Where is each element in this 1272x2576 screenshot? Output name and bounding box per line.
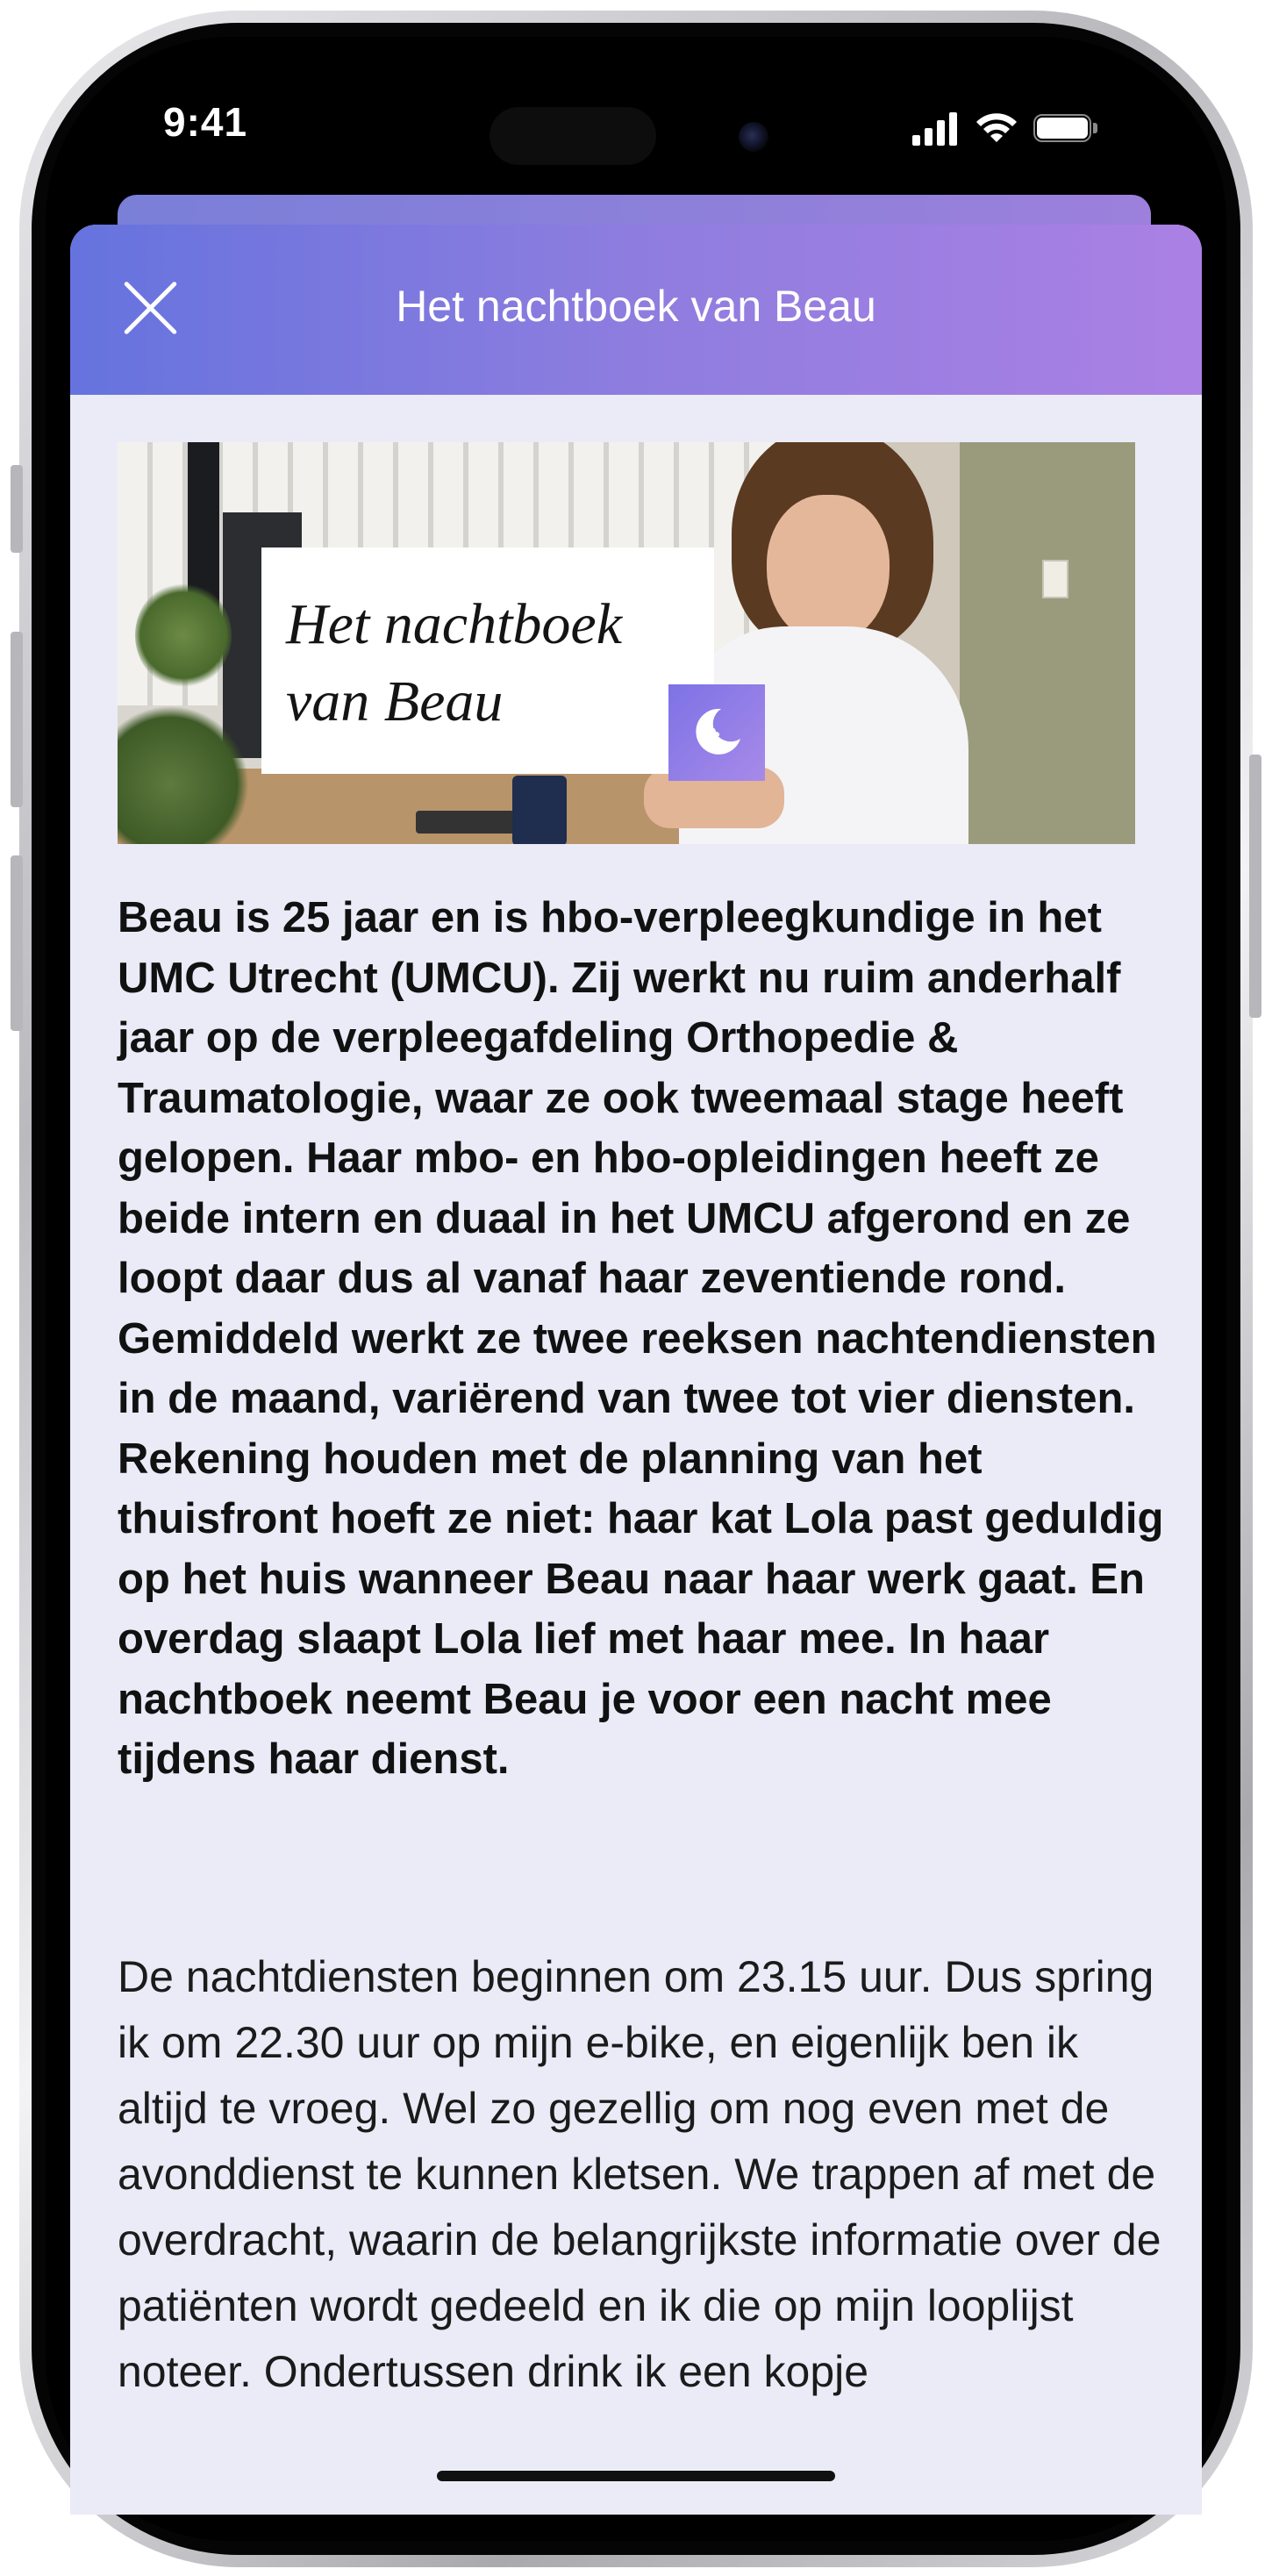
modal-sheet	[70, 225, 1202, 2515]
moon-badge	[668, 684, 765, 781]
camera-icon	[739, 122, 768, 152]
home-indicator[interactable]	[437, 2471, 835, 2481]
sheet-header	[70, 225, 1202, 395]
status-time: 9:41	[163, 99, 248, 145]
power-button	[1249, 755, 1261, 1018]
wifi-icon	[974, 111, 1019, 146]
sheet-title: Het nachtboek van Beau	[396, 282, 876, 331]
hero-card-title: Het nachtboek van Beau	[286, 592, 623, 733]
moon-icon	[690, 704, 746, 760]
article-body: De nachtdiensten beginnen om 23.15 uur. Dus spring ik om 22.30 uur op mijn e-bike, en eigenlijk ben ik altijd te vroeg. Wel zo gezellig om nog even met de avonddienst te kunnen kletsen. We trappen af met de overdracht, waarin de belangrijkste informatie over de patiënten wordt gedeeld en ik die op mijn looplijst noteer. Ondertussen drink ik een kopje	[118, 1952, 1161, 2396]
volume-up-button	[11, 632, 23, 807]
action-button	[11, 465, 23, 553]
article-intro: Beau is 25 jaar en is hbo-verpleegkundige in het UMC Utrecht (UMCU). Zij werkt nu ruim anderhalf jaar op de verpleegafdeling Orthopedie & Traumatologie, waar ze ook tweemaal stage heeft gelopen. Haar mbo- en hbo-opleidingen heeft ze beide intern en duaal in het UMCU afgerond en ze loopt daar dus al vanaf haar zeventiende rond. Gemiddeld werkt ze twee reeksen nachtendiensten in de maand, variërend van twee tot vier diensten. Rekening houden met de planning van het thuisfront hoeft ze niet: haar kat Lola past geduldig op het huis wanneer Beau naar haar werk gaat. En overdag slaapt Lola lief met haar mee. In haar nachtboek neemt Beau je voor een nacht mee tijdens haar dienst.	[118, 894, 1164, 1783]
battery-icon	[1033, 114, 1098, 144]
cellular-signal-icon	[912, 111, 960, 146]
hero-image	[118, 442, 1135, 844]
dynamic-island	[490, 107, 656, 165]
hero-title-card	[261, 547, 714, 774]
volume-down-button	[11, 855, 23, 1031]
